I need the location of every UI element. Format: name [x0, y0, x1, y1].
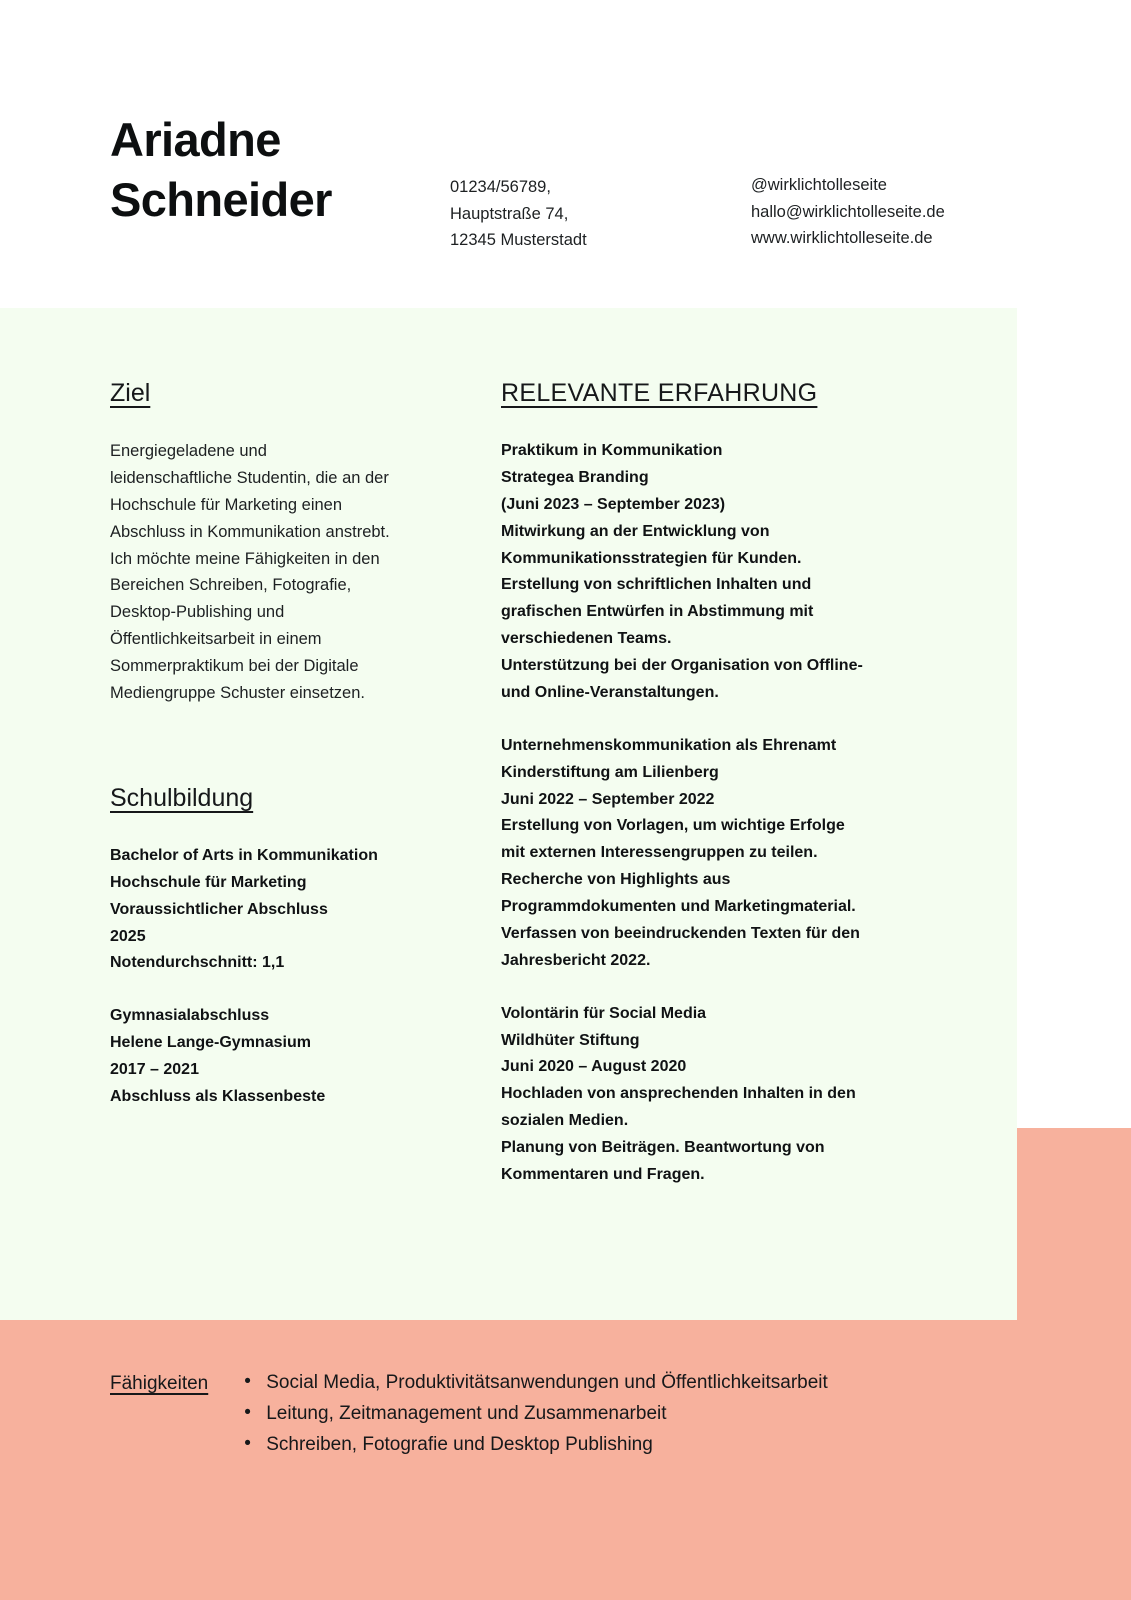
contact-phone: 01234/56789,	[450, 178, 551, 196]
contact-website: www.wirklichtolleseite.de	[751, 229, 933, 248]
education-entry: Gymnasialabschluss Helene Lange-Gymnasium 2017 – 2021 Abschluss als Klassenbeste	[110, 1007, 326, 1105]
section-heading-objective: Ziel	[110, 379, 151, 407]
section-spacer	[110, 707, 440, 783]
right-column	[501, 378, 931, 1189]
name-line-last: Schneider	[110, 173, 332, 227]
salmon-accent-block	[1017, 1128, 1131, 1320]
skills-list	[208, 1368, 828, 1460]
education-entry: Bachelor of Arts in Kommunikation Hochschule für Marketing Voraussichtlicher Abschluss 2025 Notendurchschnitt: 1,1	[110, 846, 378, 972]
section-heading-education: Schulbildung	[110, 783, 254, 812]
section-heading-experience: RELEVANTE ERFAHRUNG	[501, 379, 818, 407]
resume-header	[0, 0, 1131, 308]
list-item: • Social Media, Produktivitätsanwendungen und Öffentlichkeitsarbeit	[244, 1368, 828, 1399]
left-column	[110, 378, 440, 1111]
contact-email: hallo@wirklichtolleseite.de	[751, 202, 945, 221]
contact-social-handle: @wirklichtolleseite	[751, 176, 887, 194]
experience-entry: Volontärin für Social Media Wildhüter Stiftung Juni 2020 – August 2020 Hochladen von ansprechenden Inhalten in den sozialen Medien. Planung von Beiträgen. Beantwortung von Kommentaren und Fragen.	[501, 1004, 856, 1183]
experience-entry: Unternehmenskommunikation als Ehrenamt Kinderstiftung am Lilienberg Juni 2022 – September 2022 Erstellung von Vorlagen, um wichtige Erfolge mit externen Interessengruppen zu teilen. Recherche von Highlights aus Programmdokumenten und Marketingmaterial. Verfassen von beeindruckenden Texten für den Jahresbericht 2022.	[501, 736, 860, 969]
contact-city: 12345 Musterstadt	[450, 231, 587, 250]
experience-entry: Praktikum in Kommunikation Strategea Branding (Juni 2023 – September 2023) Mitwirkung an der Entwicklung von Kommunikationsstrategien für Kunden. Erstellung von schriftlichen Inhalten und grafischen Entwürfen in Abstimmung mit verschiedenen Teams. Unterstützung bei der Organisation von Offline- und Online-Veranstaltungen.	[501, 442, 863, 701]
list-item: • Schreiben, Fotografie und Desktop Publishing	[244, 1430, 828, 1461]
contact-street: Hauptstraße 74,	[450, 204, 569, 223]
contact-web-block	[751, 172, 945, 252]
candidate-name	[110, 110, 450, 230]
objective-text: Energiegeladene und leidenschaftliche Studentin, die an der Hochschule für Marketing einen Abschluss in Kommunikation anstrebt. Ich möchte meine Fähigkeiten in den Bereichen Schreiben, Fotografie, Desktop-Publishing und Öffentlichkeitsarbeit in einem Sommerpraktikum bei der Digitale Mediengruppe Schuster einsetzen.	[110, 442, 390, 703]
skills-label: Fähigkeiten	[110, 1373, 209, 1394]
contact-address-block	[450, 174, 587, 254]
list-item: • Leitung, Zeitmanagement und Zusammenarbeit	[244, 1399, 828, 1430]
skills-section	[110, 1368, 1010, 1460]
name-line-first: Ariadne	[110, 113, 281, 166]
